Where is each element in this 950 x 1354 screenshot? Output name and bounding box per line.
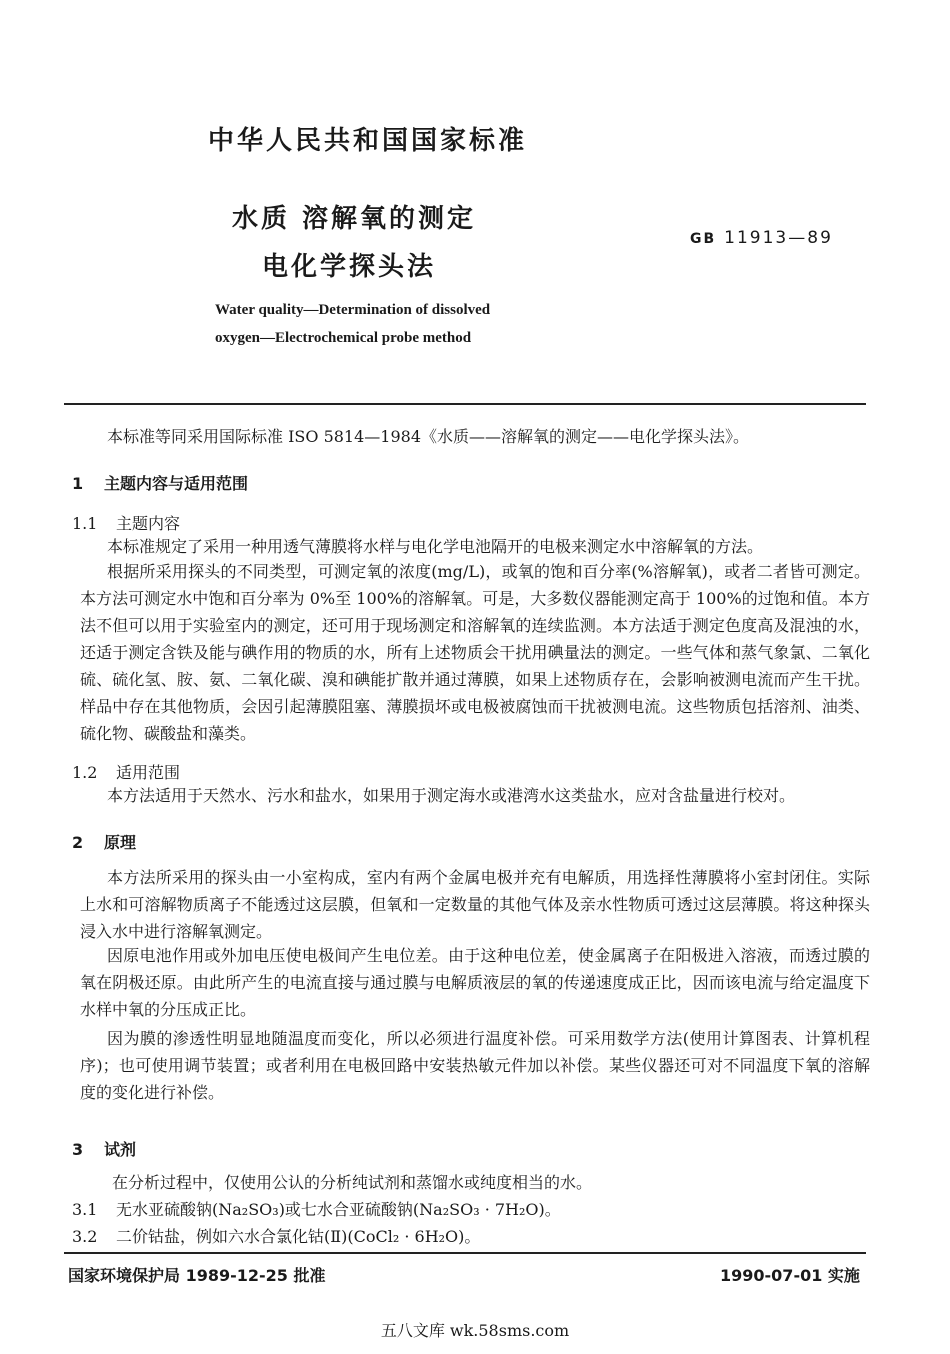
section-1-1-para-1: 本标准规定了采用一种用透气薄膜将水样与电化学电池隔开的电极来测定水中溶解氧的方法。 — [107, 537, 764, 556]
intro-text: 本标准等同采用国际标准 ISO 5814—1984《水质——溶解氧的测定——电化学探头法》。 — [107, 427, 750, 446]
document-header: 中华人民共和国国家标准 — [208, 126, 528, 156]
section-1-1-heading — [72, 515, 180, 533]
footer-divider — [64, 1252, 866, 1254]
section-3-2 — [72, 1228, 480, 1246]
standard-prefix: GB — [690, 231, 717, 247]
standard-code: 11913—89 — [724, 228, 833, 248]
section-1-2-para-1: 本方法适用于天然水、污水和盐水，如果用于测定海水或港湾水这类盐水，应对含盐量进行校对。 — [107, 786, 796, 805]
section-2-para-2: 因原电池作用或外加电压使电极间产生电位差。由于这种电位差，使金属离子在阳极进入溶液，而透过膜的氧在阴极还原。由此所产生的电流直接与通过膜与电解质液层的氧的传递速度成正比，因而该电流与给定温度下水样中氧的分压成正比。 — [80, 946, 870, 1019]
english-title-line-1: Water quality—Determination of dissolved — [215, 302, 491, 318]
section-1-2-number: 1.2 — [72, 763, 98, 782]
section-3-number: 3 — [72, 1140, 84, 1159]
section-3-2-number: 3.2 — [72, 1227, 98, 1246]
section-2-heading — [72, 830, 136, 853]
watermark-text: 五八文库 wk.58sms.com — [380, 1321, 570, 1340]
section-3-1 — [72, 1201, 561, 1219]
section-3-1-number: 3.1 — [72, 1200, 98, 1219]
implementation-date: 1990-07-01 实施 — [720, 1266, 860, 1285]
section-3-2-text: 二价钴盐，例如六水合氯化钴(Ⅱ)(CoCl₂ · 6H₂O)。 — [116, 1227, 481, 1246]
title-line-2: 电化学探头法 — [262, 252, 437, 282]
header-divider — [64, 403, 866, 405]
section-1-2-heading — [72, 764, 180, 782]
section-1-1-number: 1.1 — [72, 514, 98, 533]
section-1-1-para-2: 根据所采用探头的不同类型，可测定氧的浓度(mg/L)，或氧的饱和百分率(%溶解氧)，或者二者皆可测定。本方法可测定水中饱和百分率为 0%至 100%的溶解氧。可是，大多数仪器能测定高于 100%的过饱和值。本方法不但可以用于实验室内的测定，还可用于现场测定和溶解氧的连续监测。本方法适于测定色度高及混浊的水，还适于测定含铁及能与碘作用的物质的水，所有上述物质会干扰用碘量法的测定。一些气体和蒸气象氯、二氧化硫、硫化氢、胺、氨、二氧化碳、溴和碘能扩散并通过薄膜，如果上述物质存在，会影响被测电流而产生干扰。样品中存在其他物质，会因引起薄膜阻塞、薄膜损坏或电极被腐蚀而干扰被测电流。这些物质包括溶剂、油类、硫化物、碳酸盐和藻类。 — [80, 562, 870, 743]
section-1-2-title: 适用范围 — [116, 763, 181, 782]
approval-date: 国家环境保护局 1989-12-25 批准 — [68, 1266, 326, 1285]
section-1-heading — [72, 471, 248, 494]
section-2-para-3: 因为膜的渗透性明显地随温度而变化，所以必须进行温度补偿。可采用数学方法(使用计算图表、计算机程序)；也可使用调节装置；或者利用在电极回路中安装热敏元件加以补偿。某些仪器还可对不同温度下氧的溶解度的变化进行补偿。 — [80, 1029, 870, 1102]
section-1-1-title: 主题内容 — [116, 514, 181, 533]
section-3-para-1: 在分析过程中，仅使用公认的分析纯试剂和蒸馏水或纯度相当的水。 — [112, 1173, 593, 1192]
section-3-1-text: 无水亚硫酸钠(Na₂SO₃)或七水合亚硫酸钠(Na₂SO₃ · 7H₂O)。 — [116, 1200, 561, 1219]
standard-number — [690, 228, 833, 248]
section-2-number: 2 — [72, 833, 84, 852]
section-3-title: 试剂 — [104, 1140, 137, 1159]
section-2-title: 原理 — [104, 833, 137, 852]
section-3-heading — [72, 1137, 136, 1160]
section-1-number: 1 — [72, 474, 84, 493]
section-2-para-1: 本方法所采用的探头由一小室构成，室内有两个金属电极并充有电解质，用选择性薄膜将小室封闭住。实际上水和可溶解物质离子不能透过这层膜，但氧和一定数量的其他气体及亲水性物质可透过这层薄膜。将这种探头浸入水中进行溶解氧测定。 — [80, 868, 870, 941]
english-title-line-2: oxygen—Electrochemical probe method — [215, 330, 472, 346]
section-1-title: 主题内容与适用范围 — [104, 474, 249, 493]
title-line-1: 水质 溶解氧的测定 — [232, 204, 477, 234]
